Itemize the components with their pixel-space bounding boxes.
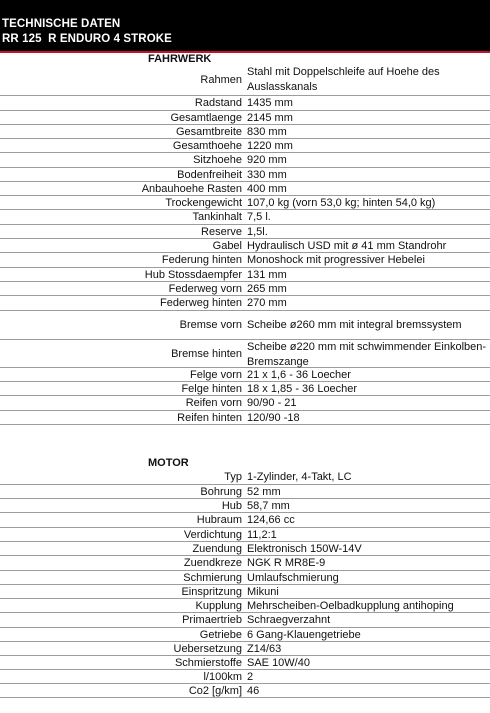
- spec-label: Federweg hinten: [160, 297, 242, 309]
- spec-value: 18 x 1,85 - 36 Loecher: [247, 383, 358, 395]
- header-model: RR 125 R ENDURO 4 STROKE: [2, 33, 172, 45]
- spec-label: Federweg vorn: [168, 282, 242, 295]
- table-row: [0, 382, 490, 396]
- spec-label: Felge vorn: [190, 368, 242, 381]
- spec-value: NGK R MR8E-9: [247, 557, 326, 569]
- spec-value: Monoshock mit progressiver Hebelei: [247, 254, 425, 266]
- spec-label: Getriebe: [199, 628, 242, 641]
- table-row: [0, 139, 490, 153]
- spec-label: Co2 [g/km]: [188, 684, 242, 697]
- spec-label: Gabel: [212, 239, 242, 252]
- spec-value: Umlaufschmierung: [247, 572, 339, 584]
- spec-label: Reifen vorn: [185, 397, 242, 409]
- header-title: TECHNISCHE DATEN: [2, 18, 121, 30]
- spec-label: Radstand: [194, 97, 242, 109]
- spec-label: Uebersetzung: [173, 642, 242, 655]
- table-row: [0, 411, 490, 425]
- header-accent-line: [0, 51, 490, 53]
- spec-value: Hydraulisch USD mit ø 41 mm Standrohr: [247, 240, 447, 252]
- table-row: [0, 599, 490, 613]
- table-row: [0, 556, 490, 571]
- spec-value: Scheibe ø260 mm mit integral bremssystem: [247, 319, 462, 331]
- table-row: [0, 239, 490, 253]
- spec-label: Gesamthoehe: [172, 139, 242, 152]
- spec-label: Felge hinten: [181, 382, 242, 395]
- section-title-motor: MOTOR: [148, 457, 189, 469]
- spec-value: SAE 10W/40: [247, 657, 310, 669]
- table-row: [0, 571, 490, 585]
- spec-label: Hub Stossdaempfer: [144, 268, 242, 281]
- spec-label: Typ: [224, 470, 242, 483]
- table-row: [0, 528, 490, 542]
- table-row: [0, 642, 490, 656]
- spec-label: Bohrung: [200, 485, 242, 498]
- spec-label: Hubraum: [196, 514, 242, 526]
- table-row: [0, 253, 490, 268]
- table-row: [0, 368, 490, 382]
- spec-value: 124,66 cc: [247, 514, 295, 526]
- spec-value: 58,7 mm: [247, 500, 290, 512]
- spec-label: Bremse vorn: [179, 319, 242, 331]
- spec-label: Einspritzung: [181, 585, 242, 598]
- spec-value: 1,5l.: [247, 226, 268, 238]
- spec-value: 270 mm: [247, 297, 287, 309]
- spec-value: 11,2:1: [247, 529, 277, 541]
- spec-label: Sitzhoehe: [193, 154, 242, 166]
- spec-value: Mehrscheiben-Oelbadkupplung antihoping: [247, 600, 454, 612]
- spec-label: Tankinhalt: [192, 211, 242, 223]
- table-row: [0, 196, 490, 210]
- table-row: [0, 111, 490, 125]
- section-title-fahrwerk: FAHRWERK: [148, 53, 212, 65]
- spec-label: Bodenfreiheit: [177, 168, 242, 181]
- spec-label: Gesamtlaenge: [170, 111, 242, 124]
- spec-value: 46: [247, 685, 260, 697]
- spec-value: 21 x 1,6 - 36 Loecher: [247, 369, 351, 381]
- table-row: [0, 268, 490, 282]
- table-row: [0, 670, 490, 684]
- spec-value: 90/90 - 21: [247, 397, 297, 409]
- spec-value: Scheibe ø220 mm mit schwimmender Einkolben-Bremszange: [247, 341, 487, 368]
- table-row: [0, 499, 490, 513]
- spec-value: Stahl mit Doppelschleife auf Hoehe des Auslasskanals: [247, 66, 440, 93]
- table-row: [0, 96, 490, 111]
- table-row: [0, 225, 490, 239]
- spec-value: 120/90 -18: [247, 412, 300, 424]
- table-row: [0, 311, 490, 340]
- spec-value: 400 mm: [247, 183, 287, 195]
- spec-value: 107,0 kg (vorn 53,0 kg; hinten 54,0 kg): [247, 197, 436, 209]
- spec-label: Bremse hinten: [171, 347, 242, 360]
- spec-value: Schraegverzahnt: [247, 614, 331, 626]
- spec-value: 920 mm: [247, 154, 287, 166]
- spec-label: Gesamtbreite: [175, 125, 242, 138]
- table-row: [0, 125, 490, 139]
- spec-label: Primaertrieb: [182, 614, 242, 626]
- spec-label: Kupplung: [195, 599, 242, 612]
- spec-label: Schmierung: [183, 571, 242, 584]
- table-row: [0, 168, 490, 182]
- spec-label: Trockengewicht: [165, 196, 242, 209]
- spec-label: Zuendung: [192, 542, 242, 555]
- spec-value: 830 mm: [247, 126, 287, 138]
- spec-value: 330 mm: [247, 169, 287, 181]
- spec-value: 1-Zylinder, 4-Takt, LC: [247, 470, 352, 483]
- spec-value: 131 mm: [247, 269, 287, 281]
- table-row: [0, 628, 490, 642]
- table-row: [0, 210, 490, 225]
- table-row: [0, 282, 490, 296]
- spec-label: Zuendkreze: [183, 557, 242, 569]
- spec-label: Hub: [221, 499, 242, 512]
- table-row: [0, 656, 490, 670]
- spec-value: 6 Gang-Klauengetriebe: [247, 629, 361, 641]
- spec-label: Reifen hinten: [177, 411, 242, 424]
- table-row: [0, 296, 490, 311]
- spec-value: Z14/63: [247, 643, 282, 655]
- spec-value: 2145 mm: [247, 112, 293, 124]
- spec-value: 7,5 l.: [247, 211, 271, 223]
- table-row: [0, 585, 490, 599]
- spec-label: Federung hinten: [161, 254, 242, 266]
- spec-label: l/100km: [203, 670, 242, 683]
- table-row: [0, 469, 490, 485]
- spec-label: Reserve: [201, 225, 242, 238]
- table-row: [0, 396, 490, 411]
- spec-label: Anbauhoehe Rasten: [141, 182, 242, 195]
- table-row: [0, 153, 490, 168]
- table-row: [0, 485, 490, 499]
- table-row: [0, 684, 490, 698]
- spec-value: 2: [247, 671, 254, 683]
- table-row: [0, 182, 490, 196]
- spec-value: Mikuni: [247, 586, 279, 598]
- table-row: [0, 64, 490, 96]
- document-header: [0, 0, 490, 51]
- spec-label: Verdichtung: [183, 528, 242, 541]
- spec-value: 1435 mm: [247, 97, 293, 109]
- spec-value: 1220 mm: [247, 140, 293, 152]
- table-row: [0, 613, 490, 628]
- spec-label: Rahmen: [200, 73, 242, 86]
- spec-label: Schmierstoffe: [174, 656, 242, 669]
- table-row: [0, 340, 490, 368]
- table-row: [0, 542, 490, 556]
- spec-value: 52 mm: [247, 486, 281, 498]
- spec-value: 265 mm: [247, 283, 287, 295]
- table-row: [0, 513, 490, 528]
- spec-value: Elektronisch 150W-14V: [247, 543, 362, 555]
